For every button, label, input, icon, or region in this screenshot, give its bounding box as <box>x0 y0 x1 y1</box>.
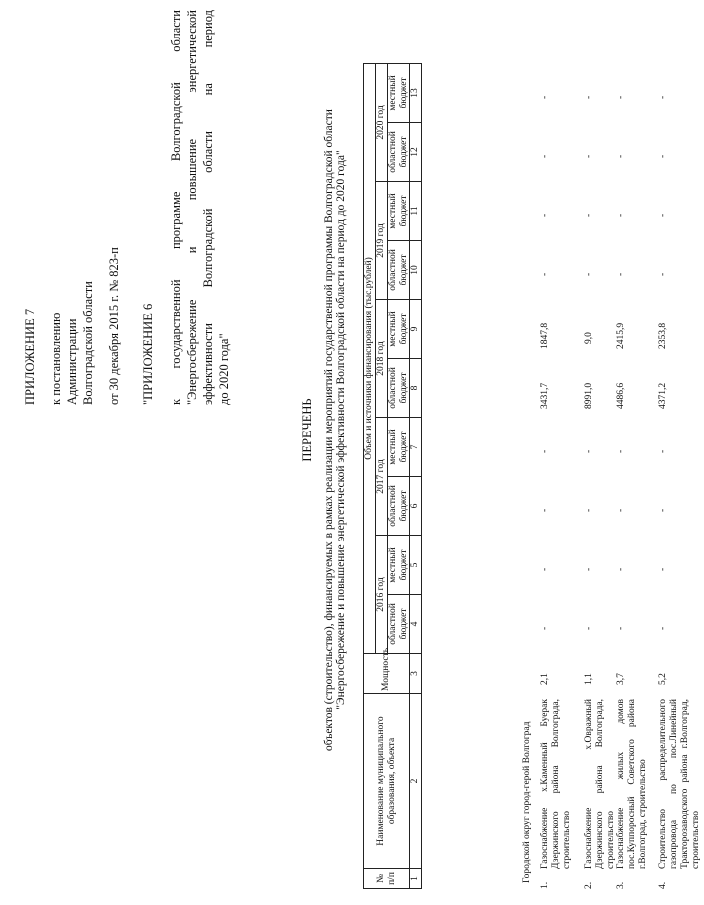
row-num: 2. <box>584 881 594 889</box>
local-budget-header: местный бюджет <box>388 300 410 359</box>
row-value: - <box>584 154 594 158</box>
row-value: 2353,8 <box>658 322 668 349</box>
section-label: Городской округ город-герой Волгоград <box>522 721 532 883</box>
row-value: - <box>540 626 550 630</box>
row-value: - <box>584 567 594 571</box>
row-value: - <box>616 95 626 99</box>
row-value: - <box>658 95 668 99</box>
row-value: 2415,9 <box>616 322 626 349</box>
row-name: Газоснабжение х.Каменный Буерак Дзержинского района Волгограда, строительство <box>540 699 572 869</box>
program-line-3: эффективности Волгоградской области на период <box>201 10 215 405</box>
col-number: 9 <box>410 300 422 359</box>
row-value: - <box>540 508 550 512</box>
year-2017: 2017 год <box>376 418 388 536</box>
row-value: 3431,7 <box>540 382 550 409</box>
col-number: 12 <box>410 123 422 182</box>
title-heading: ПЕРЕЧЕНЬ <box>300 398 314 462</box>
row-value: - <box>584 626 594 630</box>
row-name: Строительство распределительного газопровода по пос.Линейный Тракторозаводского района г.Волгоград, строительство <box>658 699 701 869</box>
row-num: 3. <box>616 881 626 889</box>
row-num: 1. <box>540 881 550 889</box>
col-number: 5 <box>410 536 422 595</box>
regional-budget-header: областной бюджет <box>388 477 410 536</box>
row-value: - <box>540 213 550 217</box>
year-2020: 2020 год <box>376 63 388 181</box>
col-number: 8 <box>410 359 422 418</box>
row-value: - <box>616 272 626 276</box>
col-name-header: Наименование муниципального образования, объекта <box>364 694 410 869</box>
row-value: - <box>584 95 594 99</box>
table-row <box>616 64 650 889</box>
col-number: 7 <box>410 418 422 477</box>
row-value: - <box>540 567 550 571</box>
col-number: 2 <box>410 694 422 869</box>
administration-label: Администрации <box>65 318 79 405</box>
row-value: - <box>658 154 668 158</box>
row-value: - <box>584 272 594 276</box>
title-line-1: объектов (строительство), финансируемых в рамках реализации мероприятий государственной программы Волгоградской области <box>323 109 335 751</box>
col-number: 11 <box>410 182 422 241</box>
row-value: - <box>658 213 668 217</box>
col-number: 4 <box>410 595 422 654</box>
local-budget-header: местный бюджет <box>388 182 410 241</box>
program-line-2: "Энергосбережение и повышение энергетической <box>185 10 199 405</box>
row-capacity: 3,7 <box>616 673 626 685</box>
local-budget-header: местный бюджет <box>388 536 410 595</box>
col-number: 1 <box>410 869 422 889</box>
region-label: Волгоградской области <box>81 281 95 405</box>
row-capacity: 5,2 <box>658 673 668 685</box>
col-number: 3 <box>410 654 422 694</box>
col-num-header: № п/п <box>364 869 410 889</box>
row-value: - <box>616 213 626 217</box>
year-2019: 2019 год <box>376 182 388 300</box>
table-row <box>658 64 704 889</box>
row-value: - <box>540 272 550 276</box>
row-value: 4486,6 <box>616 382 626 409</box>
row-value: - <box>540 449 550 453</box>
to-decree-label: к постановлению <box>49 312 63 405</box>
row-value: - <box>658 626 668 630</box>
program-line-4: до 2020 года" <box>217 333 231 405</box>
row-value: - <box>658 449 668 453</box>
row-name: Газоснабжение жилых домов пос.Куппоросный Советского района г.Волгоград, строительство <box>616 699 648 869</box>
regional-budget-header: областной бюджет <box>388 359 410 418</box>
row-value: - <box>616 626 626 630</box>
local-budget-header: местный бюджет <box>388 418 410 477</box>
header-block <box>22 10 232 405</box>
row-value: - <box>616 567 626 571</box>
col-volume-header: Объем и источники финансирования (тыс.рублей) <box>364 63 376 653</box>
row-value: 8991,0 <box>584 382 594 409</box>
row-capacity: 1,1 <box>584 673 594 685</box>
row-name: Газоснабжение х.Овражный Дзержинского района Волгограда, строительство <box>584 699 616 869</box>
row-value: - <box>540 95 550 99</box>
row-value: - <box>658 567 668 571</box>
date-line: от 30 декабря 2015 г. № 823-п <box>107 247 121 405</box>
appendix-7-label: ПРИЛОЖЕНИЕ 7 <box>23 308 37 405</box>
row-value: - <box>584 449 594 453</box>
row-value: - <box>584 213 594 217</box>
row-value: - <box>658 272 668 276</box>
row-value: - <box>616 154 626 158</box>
row-value: - <box>616 449 626 453</box>
year-2016: 2016 год <box>376 536 388 654</box>
regional-budget-header: областной бюджет <box>388 241 410 300</box>
row-value: - <box>540 154 550 158</box>
row-value: 1847,8 <box>540 322 550 349</box>
year-2018: 2018 год <box>376 300 388 418</box>
appendix-6-label: "ПРИЛОЖЕНИЕ 6 <box>141 303 155 405</box>
row-value: - <box>616 508 626 512</box>
table-row <box>540 64 580 889</box>
page-title <box>300 15 347 845</box>
col-capacity-header: Мощность <box>364 654 410 694</box>
col-number: 6 <box>410 477 422 536</box>
row-value: 4371,2 <box>658 382 668 409</box>
col-number: 13 <box>410 63 422 122</box>
row-capacity: 2,1 <box>540 673 550 685</box>
row-value: - <box>658 508 668 512</box>
col-number: 10 <box>410 241 422 300</box>
local-budget-header: местный бюджет <box>388 63 410 122</box>
table-row <box>584 64 616 889</box>
regional-budget-header: областной бюджет <box>388 123 410 182</box>
regional-budget-header: областной бюджет <box>388 595 410 654</box>
program-line-1: к государственной программе Волгоградской области <box>169 10 183 405</box>
row-value: - <box>584 508 594 512</box>
title-line-2: "Энергосбережение и повышение энергетической эффективности Волгоградской области на период до 2020 года" <box>335 150 347 710</box>
objects-table <box>363 63 422 889</box>
row-value: 9,0 <box>584 332 594 344</box>
row-num: 4. <box>658 881 668 889</box>
